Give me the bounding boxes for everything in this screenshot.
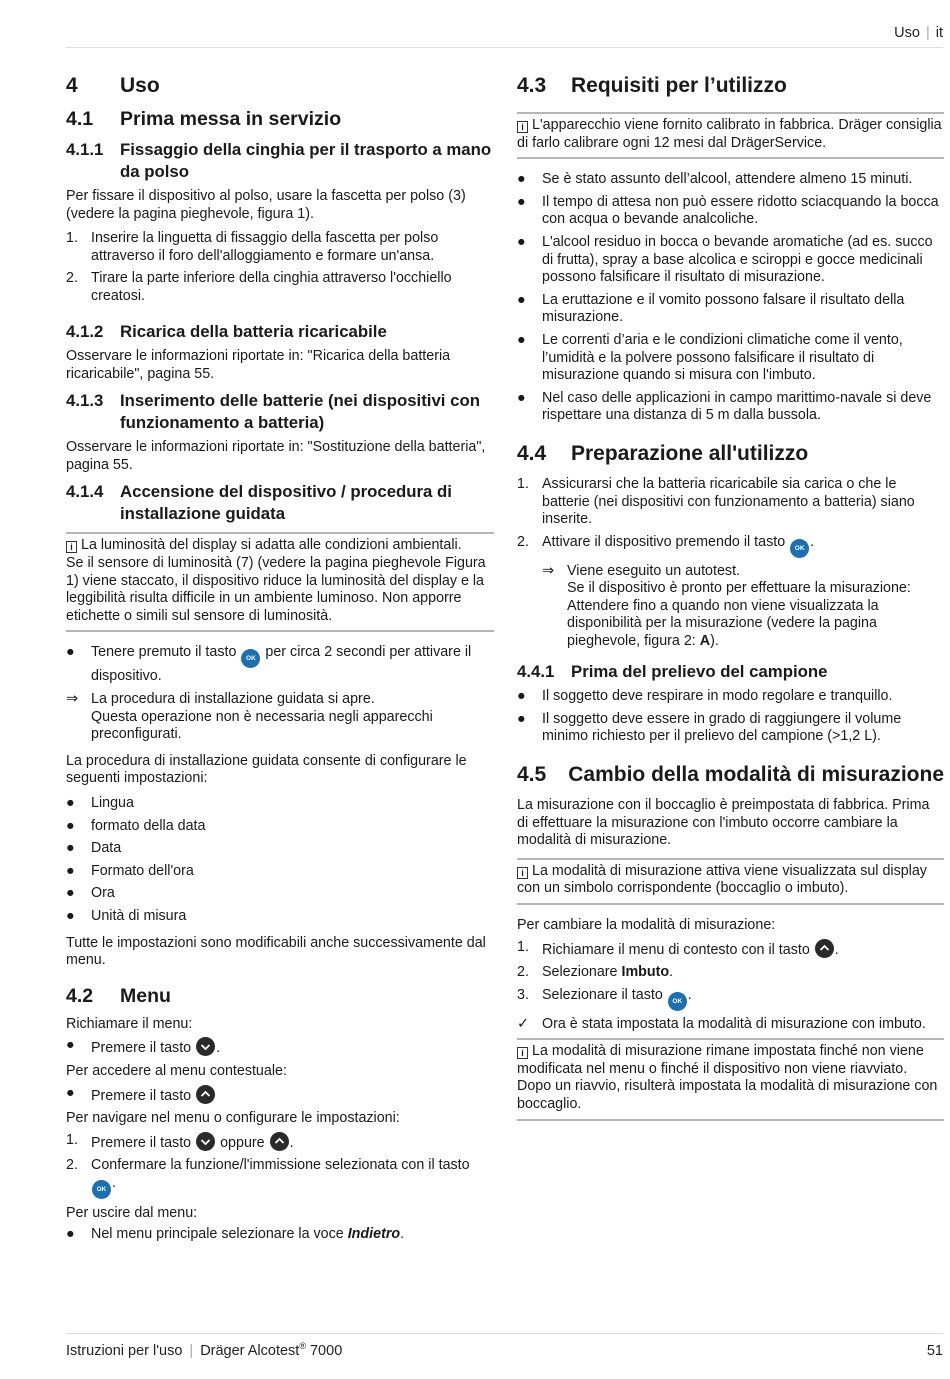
- up-key-icon: [815, 939, 834, 958]
- ok-key-icon: OK: [92, 1180, 111, 1199]
- heading-4-1-2: 4.1.2 Ricarica della batteria ricaricabile: [66, 321, 387, 341]
- list-item: ● La eruttazione e il vomito possono falsare il risultato della misurazione.: [517, 291, 905, 326]
- list-item: ● Premere il tasto .: [66, 1037, 221, 1057]
- list-item: ● L'alcool residuo in bocca o bevande aromatiche (ad es. succo di frutta), spray a base alcolica e sciroppi e gocce medicinali possono falsificare il risultato di misurazione.: [517, 233, 933, 286]
- list-item: ● formato della data: [66, 817, 206, 834]
- up-key-icon: [196, 1085, 215, 1104]
- result-item: ✓ Ora è stata impostata la modalità di misurazione con imbuto.: [517, 1015, 926, 1032]
- footer-product: Dräger Alcotest: [200, 1343, 300, 1359]
- list-item: ● Nel menu principale selezionare la voce Indietro.: [66, 1226, 405, 1243]
- heading-4-1-1: 4.1.1 Fissaggio della cinghia per il trasporto a mano da polso: [66, 140, 492, 181]
- list-item: ● Se è stato assunto dell’alcool, attendere almeno 15 minuti.: [517, 171, 913, 188]
- list-item: ● Unità di misura: [66, 907, 187, 924]
- paragraph: Osservare le informazioni riportate in: "Sostituzione della batteria", pagina 55.: [66, 439, 486, 473]
- info-icon: i: [66, 541, 77, 553]
- list-item: ● Lingua: [66, 794, 134, 811]
- list-item: ● Il soggetto deve respirare in modo regolare e tranquillo.: [517, 688, 893, 705]
- paragraph: Per cambiare la modalità di misurazione:: [517, 916, 776, 933]
- result-item: ⇒ Viene eseguito un autotest. Se il dispositivo è pronto per effettuare la misurazione: Attendere fino a quando non viene visualizzata la disponibilità per la misurazione (vedere la pagina pieghevole, figura 2: A).: [542, 562, 911, 650]
- paragraph: Per accedere al menu contestuale:: [66, 1062, 287, 1079]
- left-column: [66, 72, 494, 1249]
- heading-4-1: 4.1 Prima messa in servizio: [66, 108, 342, 130]
- heading-4-2: 4.2 Menu: [66, 984, 171, 1007]
- list-item: ● Tenere premuto il tasto OK per circa 2 secondi per attivare il dispositivo.: [66, 644, 472, 685]
- down-key-icon: [196, 1037, 215, 1056]
- header-lang: it: [935, 25, 943, 41]
- ok-key-icon: OK: [668, 992, 687, 1011]
- list-item: 1. Richiamare il menu di contesto con il tasto .: [517, 938, 839, 958]
- down-key-icon: [196, 1132, 215, 1151]
- list-item: ● Formato dell'ora: [66, 862, 194, 879]
- info-note: i La modalità di misurazione rimane impostata finché non viene modificata nel menu o finché il dispositivo non viene riavviato. Dopo un riavvio, risulterà impostata la modalità di misurazione con boccaglio.: [517, 1038, 944, 1120]
- list-item: 2. Confermare la funzione/l'immissione selezionata con il tasto OK .: [66, 1157, 494, 1199]
- result-item: ⇒ La procedura di installazione guidata si apre. Questa operazione non è necessaria negli apparecchi preconfigurati.: [66, 691, 433, 743]
- info-note: i La modalità di misurazione attiva viene visualizzata sul display con un simbolo corrispondente (boccaglio o imbuto).: [517, 858, 944, 905]
- list-item: ● Il tempo di attesa non può essere ridotto sciacquando la bocca con acqua o bevande analcoliche.: [517, 193, 939, 228]
- heading-4-3: 4.3 Requisiti per l’utilizzo: [517, 74, 787, 97]
- header-divider: [66, 47, 943, 48]
- list-item: 1. Premere il tasto oppure .: [66, 1131, 294, 1151]
- heading-4-4: 4.4 Preparazione all'utilizzo: [517, 441, 809, 465]
- page-header: Uso | it: [894, 25, 943, 41]
- paragraph: Per uscire dal menu:: [66, 1204, 198, 1221]
- paragraph: La procedura di installazione guidata consente di configurare le seguenti impostazioni:: [66, 752, 467, 787]
- info-note: i La luminosità del display si adatta alle condizioni ambientali. Se il sensore di luminosità (7) (vedere la pagina pieghevole Figura 1) viene staccato, il dispositivo riduce la luminosità del display e la leggibilità risulta difficile in un ambiente luminoso. Non apporre etichette o simili sul sensore di luminosità.: [66, 532, 494, 632]
- info-icon: i: [517, 867, 528, 879]
- list-item: ● Le correnti d’aria e le condizioni climatiche come il vento, l’umidità e la polvere possono falsificare il risultato di misurazione quando si misura con l'imbuto.: [517, 331, 903, 384]
- info-icon: i: [517, 1047, 528, 1059]
- page-footer: Istruzioni per l'uso | Dräger Alcotest® 7000 51: [66, 1341, 943, 1359]
- list-item: 1. Assicurarsi che la batteria ricaricabile sia carica o che le batterie (nei dispositivi con funzionamento a batteria) siano inserite.: [517, 475, 915, 528]
- list-item: 3. Selezionare il tasto OK .: [517, 987, 944, 1011]
- ok-key-icon: OK: [790, 539, 809, 558]
- list-item: 2. Selezionare Imbuto.: [517, 964, 674, 981]
- info-note: i L'apparecchio viene fornito calibrato in fabbrica. Dräger consiglia di farlo calibrare ogni 12 mesi dal DrägerService.: [517, 112, 944, 159]
- info-icon: i: [517, 121, 528, 133]
- header-section: Uso: [894, 25, 920, 41]
- list-item: 2. Attivare il dispositivo premendo il tasto OK .: [517, 534, 944, 558]
- paragraph: Osservare le informazioni riportate in: "Ricarica della batteria ricaricabile", pagina 55.: [66, 348, 451, 382]
- footer-divider: [66, 1333, 943, 1334]
- heading-4-5: 4.5 Cambio della modalità di misurazione: [517, 762, 944, 786]
- paragraph: La misurazione con il boccaglio è preimpostata di fabbrica. Prima di effettuare la misurazione con l'imbuto occorre cambiare la modalità di misurazione.: [517, 796, 930, 849]
- right-column: [517, 72, 944, 1133]
- up-key-icon: [270, 1132, 289, 1151]
- page-number: 51: [926, 1343, 943, 1359]
- heading-4-1-4: 4.1.4 Accensione del dispositivo / procedura di installazione guidata: [66, 482, 452, 523]
- paragraph: Per fissare il dispositivo al polso, usare la fascetta per polso (3) (vedere la pagina pieghevole, figura 1).: [66, 188, 466, 222]
- list-item: ● Data: [66, 840, 122, 857]
- list-item: 1. Inserire la linguetta di fissaggio della fascetta per polso attraverso il foro dell'alloggiamento e formare un'ansa.: [66, 230, 439, 264]
- paragraph: Tutte le impostazioni sono modificabili anche successivamente dal menu.: [66, 934, 486, 969]
- list-item: ● Premere il tasto: [66, 1085, 494, 1106]
- list-item: ● Ora: [66, 885, 115, 902]
- list-item: 2. Tirare la parte inferiore della cinghia attraverso l'occhiello creatosi.: [66, 270, 452, 304]
- list-item: ● Nel caso delle applicazioni in campo marittimo-navale si deve rispettare una distanza di 5 m dalla bussola.: [517, 389, 932, 424]
- paragraph: Richiamare il menu:: [66, 1015, 193, 1032]
- footer-manual: Istruzioni per l'uso: [66, 1343, 183, 1359]
- heading-4-1-3: 4.1.3 Inserimento delle batterie (nei dispositivi con funzionamento a batteria): [66, 391, 480, 432]
- heading-4: 4 Uso: [66, 74, 160, 97]
- ok-key-icon: OK: [241, 649, 260, 668]
- list-item: ● Il soggetto deve essere in grado di raggiungere il volume minimo richiesto per il prelievo del campione (>1,2 L).: [517, 710, 902, 745]
- paragraph: Per navigare nel menu o configurare le impostazioni:: [66, 1110, 400, 1127]
- heading-4-4-1: 4.4.1 Prima del prelievo del campione: [517, 661, 828, 681]
